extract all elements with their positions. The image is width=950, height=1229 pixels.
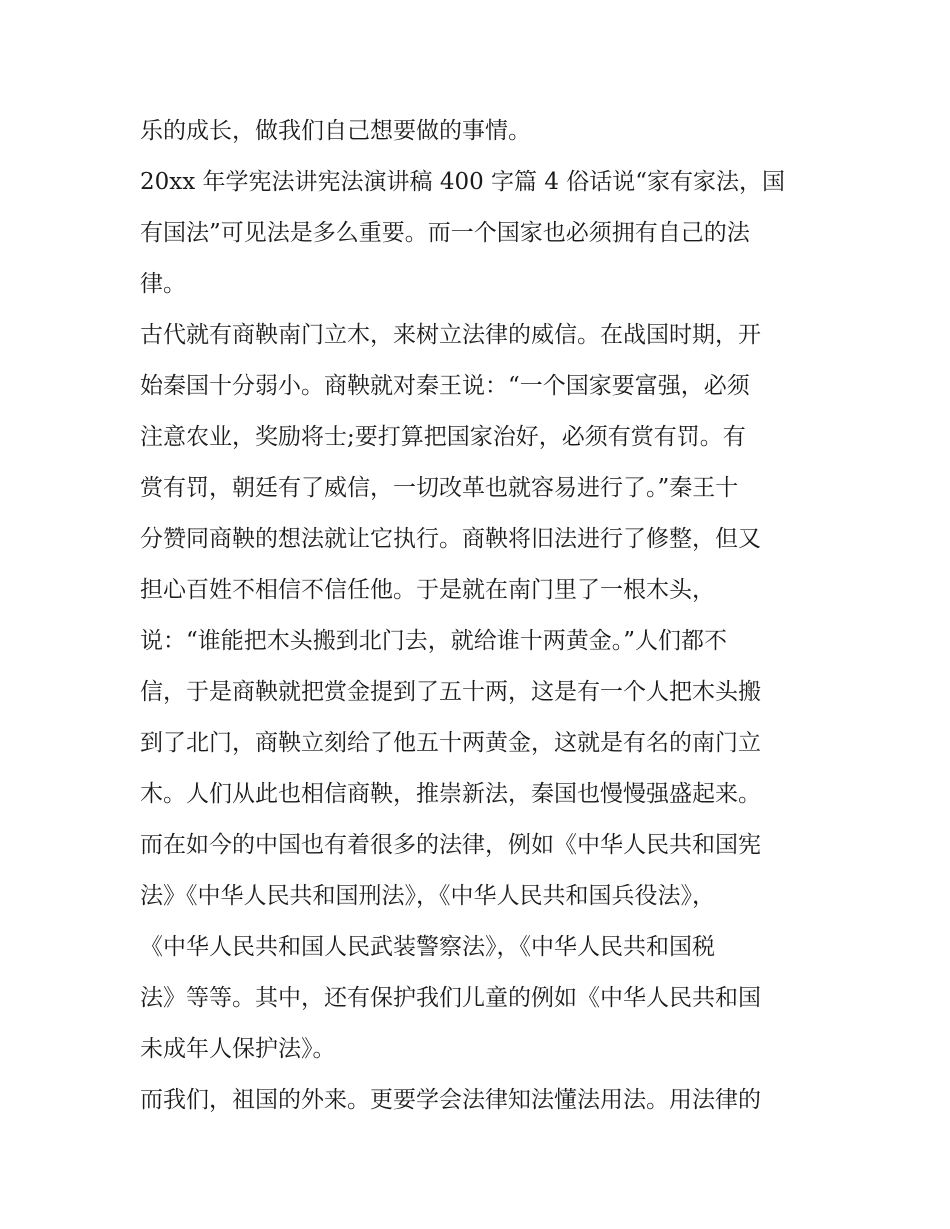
text-line: 木。人们从此也相信商鞅，推崇新法，秦国也慢慢强盛起来。 bbox=[140, 781, 761, 807]
text-line: 《中华人民共和国人民武装警察法》，《中华人民共和国税 bbox=[140, 934, 715, 960]
text-line: 未成年人保护法》。 bbox=[140, 1036, 336, 1062]
text-line: 分赞同商鞅的想法就让它执行。商鞅将旧法进行了修整，但又 bbox=[140, 526, 761, 552]
text-line: 担心百姓不相信不信任他。于是就在南门里了一根木头， bbox=[140, 577, 715, 603]
text-line: 始秦国十分弱小。商鞅就对秦王说：“一个国家要富强，必须 bbox=[140, 373, 750, 399]
text-line: 古代就有商鞅南门立木，来树立法律的威信。在战国时期，开 bbox=[140, 322, 761, 348]
text-line: 注意农业，奖励将士;要打算把国家治好，必须有赏有罚。有 bbox=[140, 424, 746, 450]
document-body bbox=[140, 106, 815, 1126]
text-line: 信，于是商鞅就把赏金提到了五十两，这是有一个人把木头搬 bbox=[140, 679, 761, 705]
text-line: 说：“谁能把木头搬到北门去，就给谁十两黄金。”人们都不 bbox=[140, 628, 728, 654]
text-line: 而在如今的中国也有着很多的法律，例如《中华人民共和国宪 bbox=[140, 832, 761, 858]
text-line: 20xx 年学宪法讲宪法演讲稿 400 字篇 4 俗话说“家有家法，国 bbox=[140, 169, 786, 195]
text-line: 而我们，祖国的外来。更要学会法律知法懂法用法。用法律的 bbox=[140, 1087, 761, 1113]
text-line: 有国法”可见法是多么重要。而一个国家也必须拥有自己的法 bbox=[140, 220, 750, 246]
text-line: 律。 bbox=[140, 271, 186, 297]
text-line: 赏有罚，朝廷有了威信，一切改革也就容易进行了。”秦王十 bbox=[140, 475, 739, 501]
text-line: 法》《中华人民共和国刑法》，《中华人民共和国兵役法》， bbox=[140, 883, 715, 909]
text-line: 法》等等。其中，还有保护我们儿童的例如《中华人民共和国 bbox=[140, 985, 761, 1011]
text-line: 乐的成长，做我们自己想要做的事情。 bbox=[140, 118, 531, 144]
text-line: 到了北门，商鞅立刻给了他五十两黄金，这就是有名的南门立 bbox=[140, 730, 761, 756]
